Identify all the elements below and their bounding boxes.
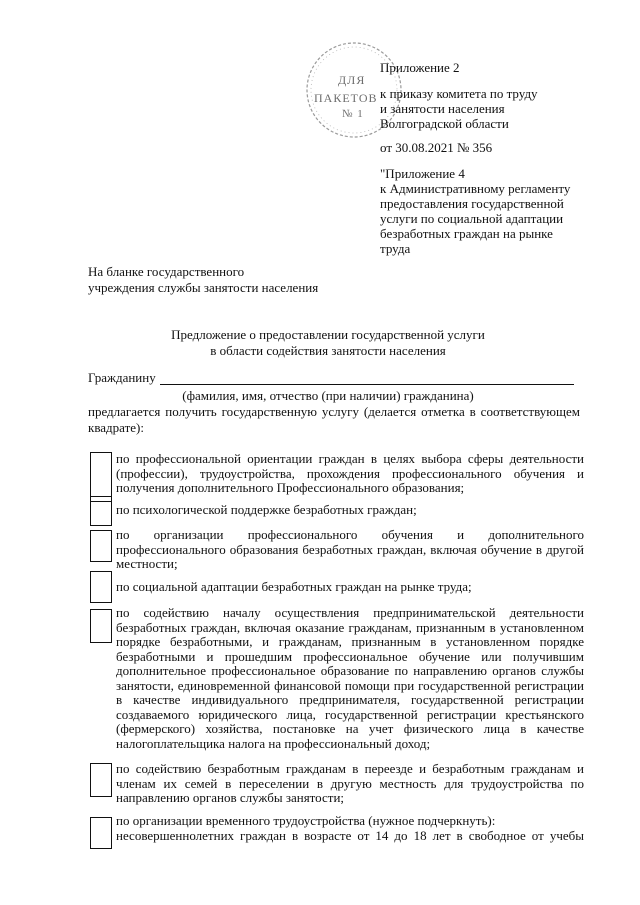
option-line: создаваемого юридического лица, государственной регистрации крестьянского xyxy=(116,706,584,722)
order-line: к приказу комитета по труду xyxy=(380,86,538,101)
option-line: по содействию началу осуществления предпринимательской деятельности xyxy=(116,605,584,620)
option-line: безработными и прошедшим профессиональное обучение или получившим xyxy=(116,648,584,664)
option-vocational-training xyxy=(116,528,584,572)
order-line: Волгоградской области xyxy=(380,116,509,131)
option-checkbox-career-guidance[interactable] xyxy=(90,452,112,502)
option-line: порядке безработными, и гражданам, признанным в установленном порядке xyxy=(116,634,584,649)
option-social-adaptation xyxy=(116,580,584,595)
appendix-2-title: Приложение 2 xyxy=(380,60,460,75)
option-line: членам их семей в переселении в другую местность для трудоустройства по xyxy=(116,775,584,791)
letterhead-line: На бланке государственного xyxy=(88,264,245,279)
option-line: (профессии), трудоустройства, прохождения профессионального обучения и xyxy=(116,465,584,481)
letterhead-line: учреждения службы занятости населения xyxy=(88,280,319,295)
option-line: по социальной адаптации безработных граждан на рынке труда; xyxy=(116,579,472,594)
document-title-line-1: Предложение о предоставлении государственной услуги xyxy=(171,327,485,342)
appendix-4-line: предоставления государственной xyxy=(380,196,564,211)
option-line: несовершеннолетних граждан в возрасте от 14 до 18 лет в свободное от учебы xyxy=(116,827,584,843)
appendix-4-line: "Приложение 4 xyxy=(380,166,465,181)
option-checkbox-relocation[interactable] xyxy=(90,763,112,797)
option-line: профессионального образования безработных граждан, включая обучение в другой xyxy=(116,541,584,557)
option-line: получения дополнительного Профессионального образования; xyxy=(116,480,465,495)
citizen-name-field[interactable] xyxy=(160,384,574,385)
option-line: безработных граждан, включая оказание гражданам, признанным в установленном xyxy=(116,619,584,635)
order-reference xyxy=(380,86,538,131)
appendix-4-reference xyxy=(380,166,570,256)
option-line: налогоплательщика налога на профессиональный доход; xyxy=(116,735,431,751)
option-line: дополнительное профессиональное образование по направлению органов службы xyxy=(116,663,584,678)
option-line: местности; xyxy=(116,556,178,571)
option-line: в качестве индивидуального предпринимателя, государственной регистрации xyxy=(116,692,584,707)
stamp-line-2: ПАКЕТОВ xyxy=(314,91,378,105)
appendix-4-line: услуги по социальной адаптации xyxy=(380,211,564,226)
document-title-line-2: в области содействия занятости населения xyxy=(210,343,446,358)
option-line: по организации профессионального обучения и дополнительного xyxy=(116,527,584,542)
citizen-label: Гражданину xyxy=(88,370,156,385)
option-line: (фермерского) хозяйства, постановке на учет физического лица в качестве xyxy=(116,721,584,736)
appendix-4-line: труда xyxy=(380,241,411,256)
option-psychological-support xyxy=(116,503,584,518)
option-line: по организации временного трудоустройства (нужное подчеркнуть): xyxy=(116,813,496,828)
option-line: по профессиональной ориентации граждан в целях выбора сферы деятельности xyxy=(116,451,584,466)
order-date: от 30.08.2021 № 356 xyxy=(380,140,493,155)
offer-text: предлагается получить государственную услугу (делается отметка в соответствующем квадрате): xyxy=(88,404,580,435)
option-checkbox-vocational-training[interactable] xyxy=(90,530,112,562)
appendix-4-line: безработных граждан на рынке xyxy=(380,226,553,241)
stamp-line-3: № 1 xyxy=(342,108,364,120)
option-line: направлению органов службы занятости; xyxy=(116,790,345,805)
stamp-line-1: ДЛЯ xyxy=(338,73,366,87)
option-checkbox-psychological-support[interactable] xyxy=(90,496,112,526)
option-checkbox-temporary-employment[interactable] xyxy=(90,817,112,849)
option-line: занятости, единовременной финансовой помощи при государственной регистрации xyxy=(116,677,584,693)
appendix-4-line: к Административному регламенту xyxy=(380,181,571,196)
order-line: и занятости населения xyxy=(380,101,505,116)
option-checkbox-entrepreneurship[interactable] xyxy=(90,609,112,643)
option-entrepreneurship xyxy=(116,606,584,751)
option-line: по содействию безработным гражданам в переезде и безработным гражданам и xyxy=(116,761,584,776)
option-checkbox-social-adaptation[interactable] xyxy=(90,571,112,603)
option-temporary-employment xyxy=(116,814,584,843)
option-relocation xyxy=(116,762,584,806)
option-career-guidance xyxy=(116,452,584,496)
letterhead-note xyxy=(88,264,318,296)
option-line: по психологической поддержке безработных граждан; xyxy=(116,502,417,517)
citizen-name-hint: (фамилия, имя, отчество (при наличии) гражданина) xyxy=(182,388,474,403)
